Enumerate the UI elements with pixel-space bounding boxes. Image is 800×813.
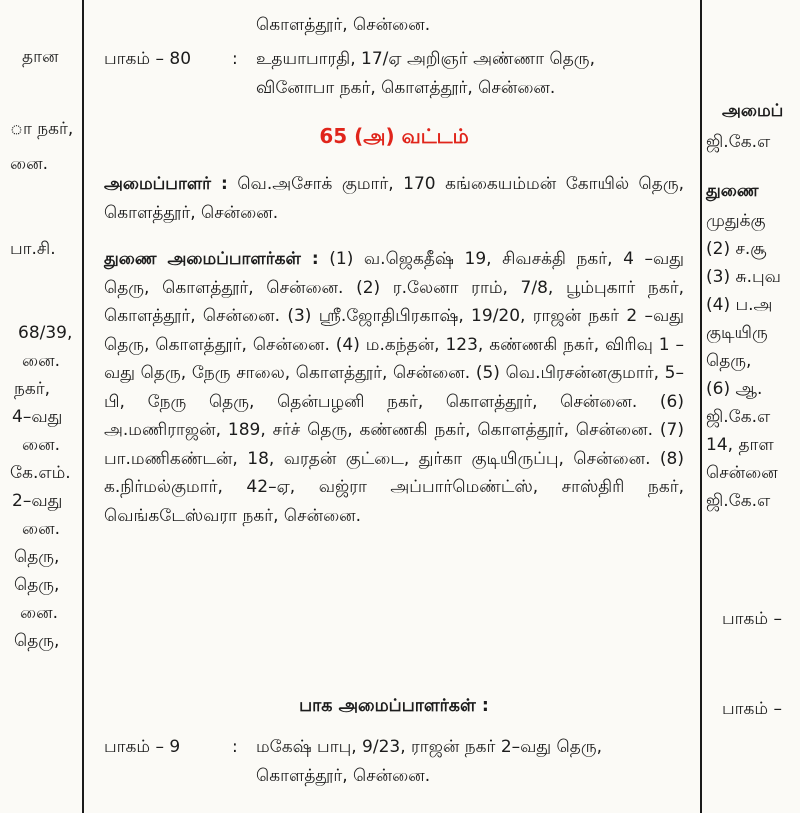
part-address-line1: உதயாபாரதி, 17/ஏ அறிஞர் அண்ணா தெரு, <box>256 49 595 69</box>
right-fragment: 14, தாள <box>706 435 774 455</box>
right-fragment: (3) சு.புவ <box>706 267 781 287</box>
part-colon: : <box>232 49 238 69</box>
left-fragment: 68/39, <box>18 323 73 343</box>
right-fragment: பாகம் – <box>722 699 782 719</box>
left-fragment: னை. <box>22 435 60 455</box>
left-fragment: னை. <box>20 603 58 623</box>
deputy-label: துணை அமைப்பாளர்கள் : <box>104 249 319 269</box>
left-fragment: னை. <box>22 351 60 371</box>
organiser-label: அமைப்பாளர் : <box>104 174 228 194</box>
right-fragment: தெரு, <box>706 351 752 371</box>
organiser-paragraph <box>104 170 684 227</box>
part-address-line1: மகேஷ் பாபு, 9/23, ராஜன் நகர் 2–வது தெரு, <box>256 737 603 757</box>
left-fragment: நகர், <box>14 379 51 399</box>
left-column <box>0 0 80 813</box>
left-fragment: தான <box>22 47 59 67</box>
part-address-line2: வினோபா நகர், கொளத்தூர், சென்னை. <box>256 78 556 98</box>
top-partial-line: கொளத்தூர், சென்னை. <box>256 15 431 35</box>
right-column <box>702 0 800 813</box>
left-fragment: னை. <box>22 519 60 539</box>
ward-title: 65 (அ) வட்டம் <box>319 124 469 148</box>
deputy-text: (1) வ.ஜெகதீஷ் 19, சிவசக்தி நகர், 4 –வது தெரு, கொளத்தூர், சென்னை. (2) ர.லேனா ராம், 7/8, பூம்புகார் நகர், கொளத்தூர், சென்னை. (3) ஸ்ரீ.ஜோதிபிரகாஷ், 19/20, ராஜன் நகர் 2 –வது தெரு, கொளத்தூர், சென்னை. (4) ம.கந்தன், 123, கண்ணகி நகர், விரிவு 1 –வது தெரு, நேரு சாலை, கொளத்தூர், சென்னை. (5) வெ.பிரசன்னகுமார், 5–பி, நேரு தெரு, தென்பழனி நகர், கொளத்தூர், சென்னை. (6) அ.மணிராஜன், 189, சர்ச் தெரு, கண்ணகி நகர், கொளத்தூர், சென்னை. (7) பா.மணிகண்டன், 18, வரதன் குட்டை, துர்கா குடியிருப்பு, சென்னை. (8) க.நிர்மல்குமார், 42–ஏ, வஜ்ரா அப்பார்மெண்ட்ஸ், சாஸ்திரி நகர், வெங்கடேஸ்வரா நகர், சென்னை. <box>104 249 685 526</box>
main-column <box>84 0 700 813</box>
part-address-line2: கொளத்தூர், சென்னை. <box>256 766 431 786</box>
part-colon: : <box>232 737 238 757</box>
left-fragment: கே.எம். <box>10 463 71 483</box>
right-fragment: ஜி.கே.எ <box>706 491 771 511</box>
right-fragment: ஜி.கே.எ <box>706 132 771 152</box>
right-fragment: (2) ச.சூ <box>706 239 767 259</box>
left-fragment: னை. <box>10 154 48 174</box>
left-fragment: 4–வது <box>12 407 63 427</box>
deputy-paragraph <box>104 245 684 530</box>
organiser-text: வெ.அசோக் குமார், 170 கங்கையம்மன் கோயில் தெரு, கொளத்தூர், சென்னை. <box>104 174 685 223</box>
right-fragment: துணை <box>706 181 759 201</box>
left-fragment: 2–வது <box>12 491 63 511</box>
right-fragment: பாகம் – <box>722 609 782 629</box>
right-fragment: அமைப் <box>722 101 784 121</box>
part-80-entry <box>104 45 684 103</box>
right-fragment: சென்னை <box>706 463 778 483</box>
left-fragment: தெரு, <box>14 575 60 595</box>
right-fragment: ஜி.கே.எ <box>706 407 771 427</box>
left-fragment: தெரு, <box>14 547 60 567</box>
right-fragment: குடியிரு <box>706 323 768 343</box>
part-organisers-heading: பாக அமைப்பாளர்கள் : <box>299 696 489 716</box>
right-fragment: முதுக்கு <box>706 211 766 231</box>
part-label: பாகம் – 9 <box>104 737 181 757</box>
part-9-entry <box>104 733 684 791</box>
right-fragment: (4) ப.அ <box>706 295 773 315</box>
left-fragment: ா நகர், <box>10 119 74 139</box>
part-label: பாகம் – 80 <box>104 49 192 69</box>
left-fragment: பா.சி. <box>10 239 56 259</box>
left-fragment: தெரு, <box>14 631 60 651</box>
right-fragment: (6) ஆ. <box>706 379 763 399</box>
